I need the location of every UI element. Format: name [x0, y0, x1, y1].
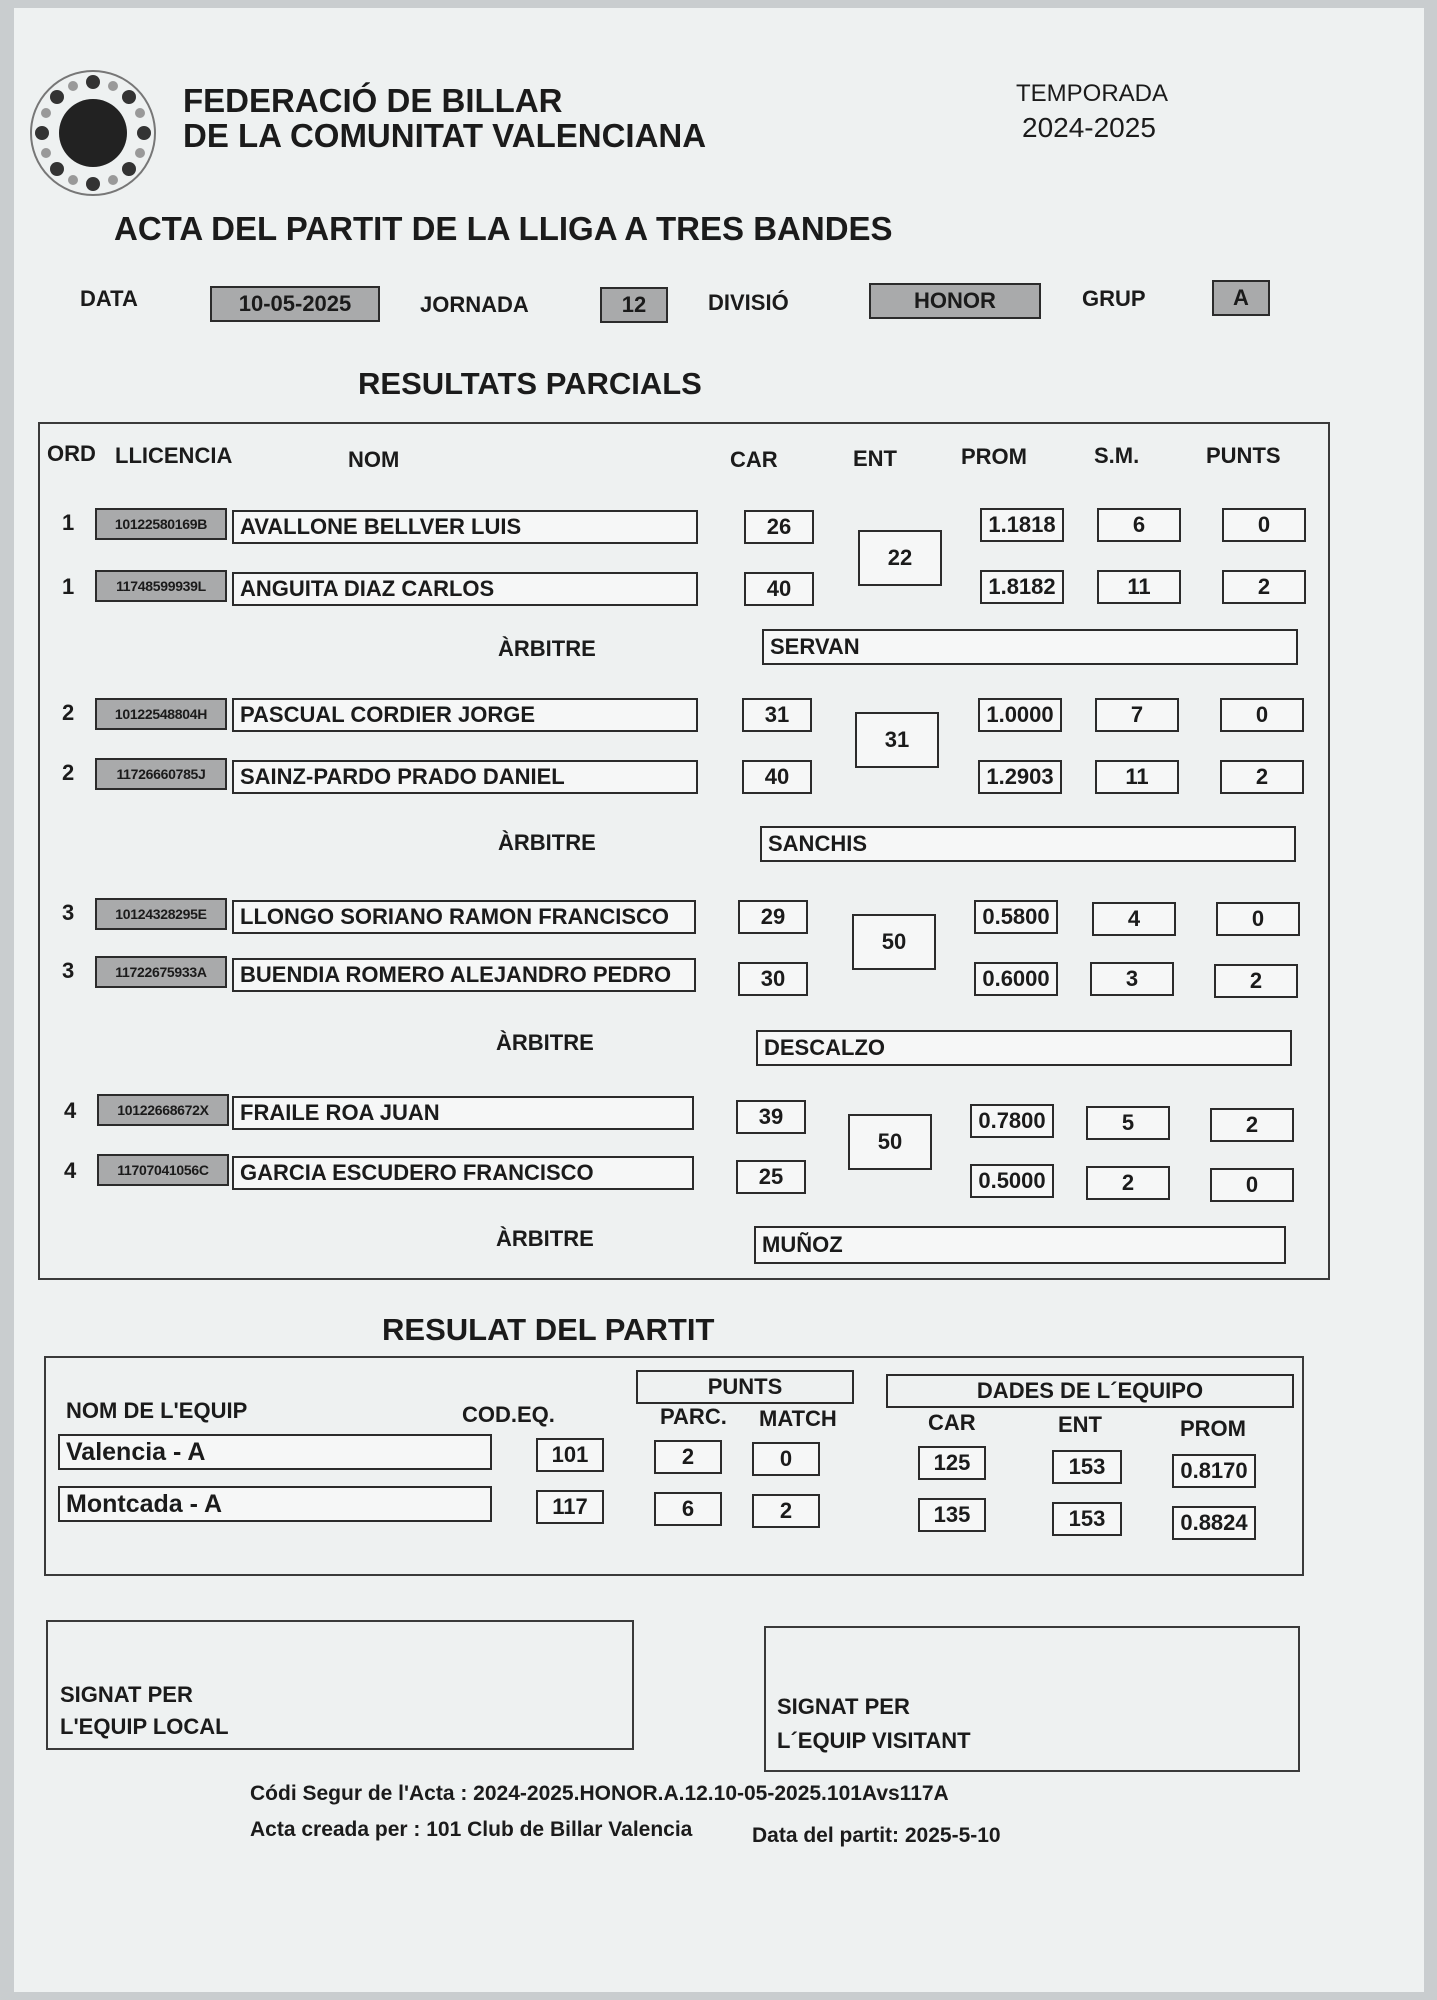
org-name-line2: DE LA COMUNITAT VALENCIANA — [183, 117, 707, 154]
col-team-prom: PROM — [1180, 1416, 1246, 1441]
date-field: 10-05-2025 — [210, 286, 380, 322]
team-name-visitor: Montcada - A — [58, 1486, 492, 1522]
col-prom: PROM — [961, 444, 1027, 469]
signature-local-line1: SIGNAT PER — [60, 1682, 193, 1707]
player-prom: 1.8182 — [980, 570, 1064, 604]
col-sm: S.M. — [1094, 443, 1140, 468]
player-license: 11726660785J — [95, 758, 227, 790]
player-punts: 0 — [1220, 698, 1304, 732]
security-code: Códi Segur de l'Acta : 2024-2025.HONOR.A.12.10-05-2025.101Avs117A — [250, 1782, 949, 1805]
signature-local-line2: L'EQUIP LOCAL — [60, 1714, 229, 1739]
player-sm: 6 — [1097, 508, 1181, 542]
result-title: RESULAT DEL PARTIT — [382, 1312, 715, 1347]
match-date: Data del partit: 2025-5-10 — [752, 1824, 1001, 1847]
signature-visitor-line2: L´EQUIP VISITANT — [777, 1728, 971, 1753]
player-ord: 1 — [62, 510, 75, 535]
team-car-local: 125 — [918, 1446, 986, 1480]
arbitre-label: ÀRBITRE — [498, 830, 596, 855]
col-ent: ENT — [853, 446, 897, 471]
team-match-visitor: 2 — [752, 1494, 820, 1528]
player-license: 10124328295E — [95, 898, 227, 930]
player-punts: 0 — [1222, 508, 1306, 542]
org-name-line1: FEDERACIÓ DE BILLAR — [183, 82, 563, 119]
divisio-label: DIVISIÓ — [708, 290, 789, 315]
grup-field: A — [1212, 280, 1270, 316]
player-punts: 2 — [1220, 760, 1304, 794]
player-license: 10122668672X — [97, 1094, 229, 1126]
player-sm: 5 — [1086, 1106, 1170, 1140]
col-match: MATCH — [759, 1406, 837, 1431]
player-car: 39 — [736, 1100, 806, 1134]
arbitre-label: ÀRBITRE — [498, 636, 596, 661]
player-sm: 11 — [1095, 760, 1179, 794]
jornada-label: JORNADA — [420, 292, 529, 317]
player-license: 11722675933A — [95, 956, 227, 988]
player-prom: 1.2903 — [978, 760, 1062, 794]
col-nom: NOM — [348, 447, 400, 472]
partials-title: RESULTATS PARCIALS — [358, 366, 702, 401]
player-car: 30 — [738, 962, 808, 996]
player-name: ANGUITA DIAZ CARLOS — [232, 572, 698, 606]
player-license: 10122580169B — [95, 508, 227, 540]
date-label: DATA — [80, 286, 138, 311]
team-data-group-header: DADES DE L´EQUIPO — [886, 1374, 1294, 1408]
created-by: Acta creada per : 101 Club de Billar Valencia — [250, 1818, 693, 1841]
player-ord: 2 — [62, 760, 75, 785]
player-name: LLONGO SORIANO RAMON FRANCISCO — [232, 900, 696, 934]
player-name: AVALLONE BELLVER LUIS — [232, 510, 698, 544]
player-name: BUENDIA ROMERO ALEJANDRO PEDRO — [232, 958, 696, 992]
player-car: 25 — [736, 1160, 806, 1194]
match-ent: 50 — [848, 1114, 932, 1170]
team-name-local: Valencia - A — [58, 1434, 492, 1470]
col-team-ent: ENT — [1058, 1412, 1102, 1437]
player-sm: 3 — [1090, 962, 1174, 996]
player-prom: 0.5000 — [970, 1164, 1054, 1198]
divisio-field: HONOR — [869, 283, 1041, 319]
col-parc: PARC. — [660, 1404, 727, 1429]
player-sm: 7 — [1095, 698, 1179, 732]
arbitre-name: MUÑOZ — [754, 1226, 1286, 1264]
col-car: CAR — [730, 447, 778, 472]
player-ord: 3 — [62, 900, 75, 925]
season-label: TEMPORADA — [1016, 80, 1169, 107]
player-ord: 4 — [64, 1098, 77, 1123]
col-cod-eq: COD.EQ. — [462, 1402, 555, 1427]
player-ord: 4 — [64, 1158, 77, 1183]
player-car: 26 — [744, 510, 814, 544]
arbitre-name: DESCALZO — [756, 1030, 1292, 1066]
player-license: 10122548804H — [95, 698, 227, 730]
col-llicencia: LLICENCIA — [115, 443, 233, 468]
jornada-field: 12 — [600, 287, 668, 323]
col-punts: PUNTS — [1206, 443, 1281, 468]
col-team-car: CAR — [928, 1410, 976, 1435]
punts-group-header: PUNTS — [636, 1370, 854, 1404]
team-prom-visitor: 0.8824 — [1172, 1506, 1256, 1540]
player-car: 40 — [744, 572, 814, 606]
player-license: 11748599939L — [95, 570, 227, 602]
col-ord: ORD — [47, 441, 96, 466]
player-car: 40 — [742, 760, 812, 794]
season-value: 2024-2025 — [1022, 112, 1156, 143]
player-name: PASCUAL CORDIER JORGE — [232, 698, 698, 732]
player-ord: 2 — [62, 700, 75, 725]
document-title: ACTA DEL PARTIT DE LA LLIGA A TRES BANDES — [114, 210, 893, 247]
player-car: 29 — [738, 900, 808, 934]
player-ord: 1 — [62, 574, 75, 599]
player-prom: 0.7800 — [970, 1104, 1054, 1138]
team-parc-visitor: 6 — [654, 1492, 722, 1526]
team-prom-local: 0.8170 — [1172, 1454, 1256, 1488]
team-car-visitor: 135 — [918, 1498, 986, 1532]
team-code-visitor: 117 — [536, 1490, 604, 1524]
team-code-local: 101 — [536, 1438, 604, 1472]
arbitre-name: SANCHIS — [760, 826, 1296, 862]
arbitre-label: ÀRBITRE — [496, 1226, 594, 1251]
player-punts: 2 — [1222, 570, 1306, 604]
team-match-local: 0 — [752, 1442, 820, 1476]
player-punts: 2 — [1210, 1108, 1294, 1142]
player-ord: 3 — [62, 958, 75, 983]
player-name: SAINZ-PARDO PRADO DANIEL — [232, 760, 698, 794]
signature-visitor-line1: SIGNAT PER — [777, 1694, 910, 1719]
match-ent: 31 — [855, 712, 939, 768]
federation-logo — [28, 68, 158, 198]
player-name: FRAILE ROA JUAN — [232, 1096, 694, 1130]
player-sm: 2 — [1086, 1166, 1170, 1200]
player-punts: 0 — [1216, 902, 1300, 936]
player-punts: 2 — [1214, 964, 1298, 998]
team-parc-local: 2 — [654, 1440, 722, 1474]
player-name: GARCIA ESCUDERO FRANCISCO — [232, 1156, 694, 1190]
match-ent: 22 — [858, 530, 942, 586]
player-prom: 0.5800 — [974, 900, 1058, 934]
player-prom: 1.1818 — [980, 508, 1064, 542]
player-license: 11707041056C — [97, 1154, 229, 1186]
grup-label: GRUP — [1082, 286, 1146, 311]
match-ent: 50 — [852, 914, 936, 970]
player-punts: 0 — [1210, 1168, 1294, 1202]
team-ent-visitor: 153 — [1052, 1502, 1122, 1536]
player-prom: 0.6000 — [974, 962, 1058, 996]
player-car: 31 — [742, 698, 812, 732]
player-prom: 1.0000 — [978, 698, 1062, 732]
player-sm: 4 — [1092, 902, 1176, 936]
arbitre-name: SERVAN — [762, 629, 1298, 665]
col-team-name: NOM DE L'EQUIP — [66, 1398, 248, 1423]
arbitre-label: ÀRBITRE — [496, 1030, 594, 1055]
team-ent-local: 153 — [1052, 1450, 1122, 1484]
player-sm: 11 — [1097, 570, 1181, 604]
